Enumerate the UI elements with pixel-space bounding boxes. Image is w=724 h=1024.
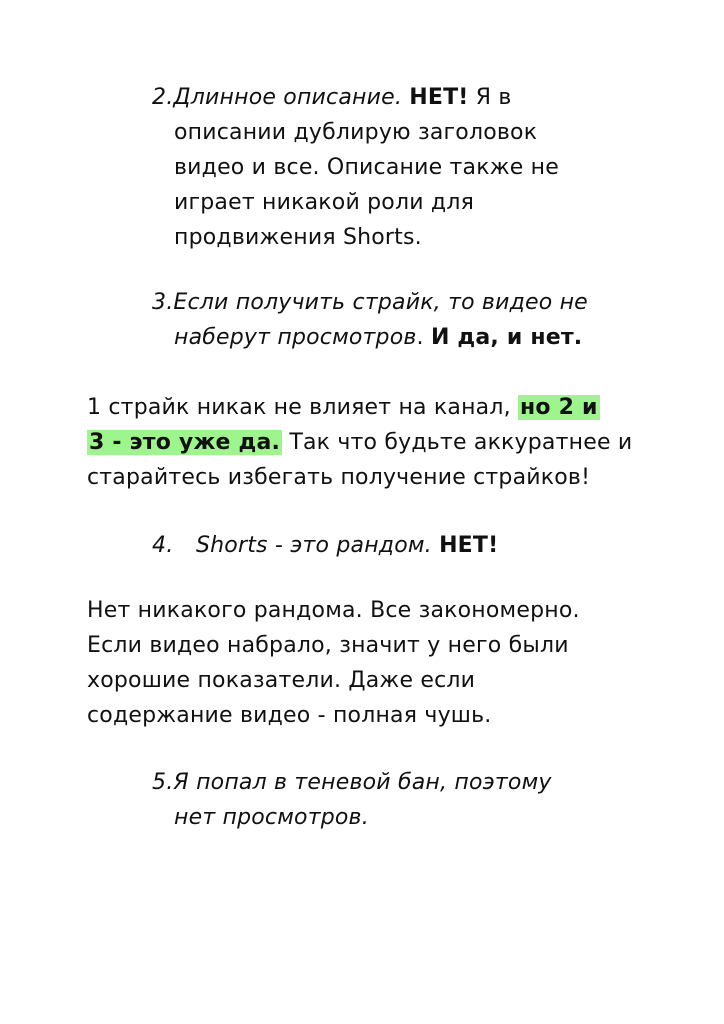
para1-highlight-2: 3 - это уже да. — [89, 430, 281, 455]
item-3-verdict: И да, и нет. — [430, 325, 583, 350]
item-3-number: 3. — [152, 290, 174, 315]
item-2-line: продвижения Shorts. — [174, 225, 422, 250]
paragraph-line: старайтесь избегать получение страйков! — [87, 465, 591, 490]
item-2-line: видео и все. Описание также не — [174, 155, 559, 180]
item-2-title: Длинное описание. — [173, 85, 403, 110]
para1-highlight-1: но 2 и — [520, 395, 598, 420]
item-2-heading — [152, 80, 512, 115]
para1-line1-plain: 1 страйк никак не влияет на канал, — [87, 395, 511, 420]
item-3-title-line1: Если получить страйк, то видео не — [173, 290, 588, 315]
item-2-verdict: НЕТ! — [409, 85, 469, 110]
paragraph-line: Нет никакого рандома. Все закономерно. — [87, 598, 580, 623]
item-5-heading — [152, 765, 552, 800]
paragraph-line: содержание видео - полная чушь. — [87, 703, 492, 728]
item-5-title-line1: Я попал в теневой бан, поэтому — [173, 770, 552, 795]
item-2-body — [174, 115, 644, 255]
item-2-line: играет никакой роли для — [174, 190, 475, 215]
item-4-heading — [152, 528, 498, 563]
item-3-heading-line2 — [174, 320, 582, 355]
item-3-period: . — [416, 325, 424, 350]
paragraph-strikes — [87, 390, 677, 495]
item-4-title: Shorts - это рандом. — [196, 533, 432, 558]
item-4-number: 4. — [152, 533, 174, 558]
item-2-line: описании дублирую заголовок — [174, 120, 538, 145]
paragraph-line: Если видео набрало, значит у него были — [87, 633, 569, 658]
paragraph-random — [87, 593, 677, 733]
paragraph-line — [87, 390, 677, 425]
item-3-title-line2: наберут просмотров — [174, 325, 417, 350]
item-5-number: 5. — [152, 770, 174, 795]
paragraph-line — [87, 425, 677, 460]
item-5-heading-line2: нет просмотров. — [174, 805, 369, 830]
item-2-number: 2. — [152, 85, 174, 110]
para1-line2-plain: Так что будьте аккуратнее и — [289, 430, 633, 455]
paragraph-line: хорошие показатели. Даже если — [87, 668, 476, 693]
item-2-text-first: Я в — [475, 85, 512, 110]
item-4-verdict: НЕТ! — [439, 533, 499, 558]
item-3-heading — [152, 285, 588, 320]
